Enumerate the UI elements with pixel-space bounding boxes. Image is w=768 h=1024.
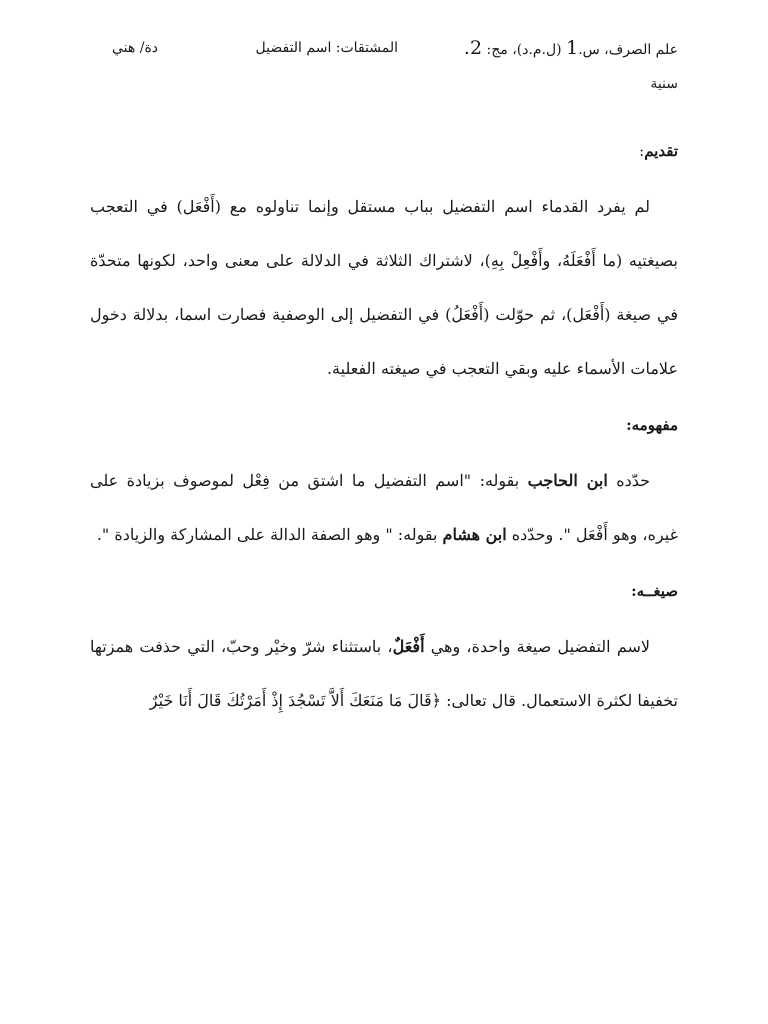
intro-heading-text: تقديم	[644, 142, 678, 160]
header-topic: المشتقات: اسم التفضيل	[255, 40, 398, 56]
forms-pattern: أَفْعَلٌ	[392, 637, 425, 656]
forms-text-2: ، باستثناء شرّ وخيْر وحبّ، التي حذفت همزتها تخفيفا لكثرة الاستعمال. قال تعالى: ﴿قَالَ مَا مَنَعَكَ أَلاَّ تَسْجُدَ إِذْ أَمَرْتُكَ قَالَ أَنَا خَيْرٌ	[90, 637, 678, 710]
section-heading-intro	[639, 140, 678, 162]
course-label: علم الصرف، س.	[578, 42, 678, 58]
section-heading-concept: مفهومه:	[626, 416, 678, 434]
forms-text-1: لاسم التفضيل صيغة واحدة، وهي	[424, 637, 651, 656]
concept-paragraph	[90, 454, 678, 562]
header-course-info	[464, 38, 678, 60]
course-level: (ل.م.د)، مج:	[482, 42, 567, 58]
course-number: 1	[566, 37, 579, 59]
intro-heading-colon: :	[639, 142, 645, 160]
scholar-name-ibn-hajib: ابن الحاجب	[527, 471, 608, 490]
header-author: دة/ هني	[112, 40, 159, 56]
scholar-name-ibn-hisham: ابن هشام	[442, 525, 507, 544]
concept-text-2: بقوله: "اسم التفضيل ما اشتق من فِعْل لموصوف بزيادة على غيره، وهو أَفْعَل ". وحدّده	[90, 471, 678, 544]
intro-paragraph: لم يفرد القدماء اسم التفضيل بباب مستقل وإنما تناولوه مع (أَفْعَل) في التعجب بصيغتيه (ما أَفْعَلَهُ، وأَفْعِلْ بِهِ)، لاشتراك الثلاثة في الدلالة على معنى واحد، لكونها متحدّة في صيغة (أَفْعَل)، ثم حوّلت (أَفْعَلُ) في التفضيل إلى الوصفية فصارت اسما، بدلالة دخول علامات الأسماء عليه وبقي التعجب في صيغته الفعلية.	[90, 197, 679, 378]
concept-text-1: حدّده	[607, 471, 651, 490]
section-heading-forms: صيغــه:	[631, 582, 678, 600]
forms-paragraph	[90, 620, 678, 728]
group-number: 2.	[463, 37, 483, 59]
header-author-continued: سنية	[650, 76, 678, 92]
concept-text-3: بقوله: " وهو الصفة الدالة على المشاركة والزيادة ".	[96, 525, 443, 544]
